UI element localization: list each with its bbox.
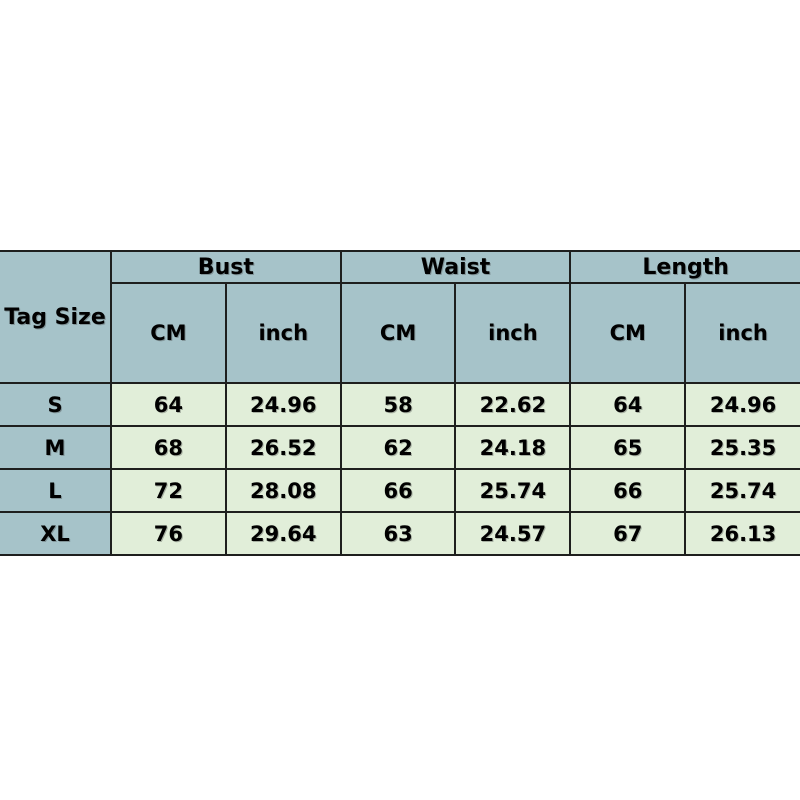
unit-header-waist-cm: CM [341,283,456,383]
table-row-m [0,426,800,469]
waist-cm-value: 58 [341,383,456,426]
size-label: XL [0,512,111,555]
bust-inch-value: 28.08 [226,469,341,512]
bust-inch-value: 24.96 [226,383,341,426]
unit-header-length-inch: inch [685,283,800,383]
waist-inch-value: 25.74 [455,469,570,512]
size-label: M [0,426,111,469]
size-chart-table [0,250,800,556]
bust-inch-value: 29.64 [226,512,341,555]
length-inch-value: 25.35 [685,426,800,469]
corner-header-tag-size: Tag Size [0,251,111,383]
length-cm-value: 66 [570,469,685,512]
size-label: L [0,469,111,512]
unit-header-bust-cm: CM [111,283,226,383]
waist-cm-value: 62 [341,426,456,469]
bust-cm-value: 68 [111,426,226,469]
length-cm-value: 65 [570,426,685,469]
waist-inch-value: 24.18 [455,426,570,469]
length-cm-value: 67 [570,512,685,555]
waist-inch-value: 24.57 [455,512,570,555]
waist-cm-value: 66 [341,469,456,512]
table-row-s [0,383,800,426]
bust-cm-value: 72 [111,469,226,512]
bust-cm-value: 64 [111,383,226,426]
group-header-bust: Bust [111,251,341,283]
unit-header-bust-inch: inch [226,283,341,383]
length-inch-value: 25.74 [685,469,800,512]
table-row-xl [0,512,800,555]
bust-inch-value: 26.52 [226,426,341,469]
unit-header-length-cm: CM [570,283,685,383]
group-header-waist: Waist [341,251,571,283]
length-cm-value: 64 [570,383,685,426]
group-header-length: Length [570,251,800,283]
length-inch-value: 24.96 [685,383,800,426]
length-inch-value: 26.13 [685,512,800,555]
bust-cm-value: 76 [111,512,226,555]
table-row-l [0,469,800,512]
unit-header-waist-inch: inch [455,283,570,383]
waist-inch-value: 22.62 [455,383,570,426]
size-label: S [0,383,111,426]
waist-cm-value: 63 [341,512,456,555]
